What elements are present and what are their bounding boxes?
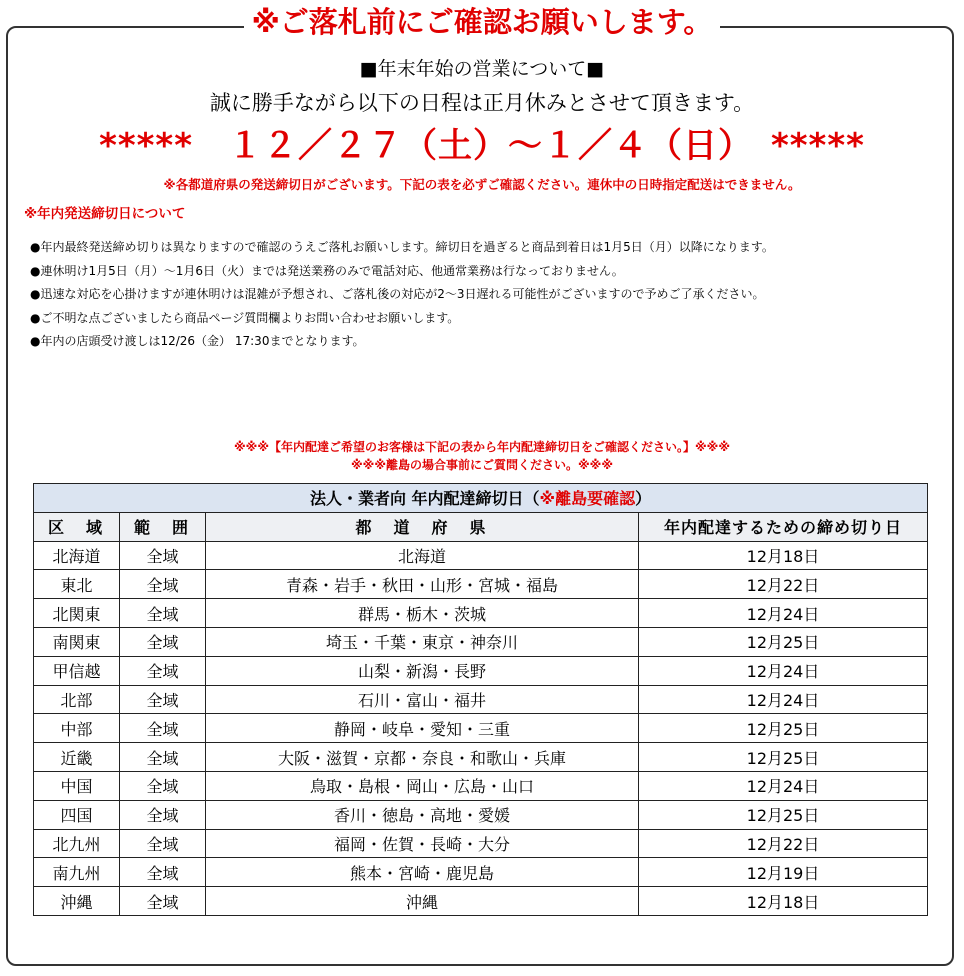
scope-cell: 全域 <box>120 685 206 714</box>
year-end-shipping-subheading: ※年内発送締切日について <box>24 206 186 222</box>
deadline-cell: 12月25日 <box>639 743 928 772</box>
region-cell: 中国 <box>34 771 120 800</box>
prefectures-cell: 群馬・栃木・茨城 <box>206 599 639 628</box>
table-body <box>34 541 928 915</box>
table-title-main: 法人・業者向 年内配達締切日（ <box>309 489 540 509</box>
section-heading: ■年末年始の営業について■ <box>359 58 605 80</box>
column-header-deadline: 年内配達するための締め切り日 <box>639 512 928 541</box>
column-header-prefectures: 都 道 府 県 <box>206 512 639 541</box>
region-cell: 北部 <box>34 685 120 714</box>
page-title-text: ※ご落札前にご確認お願いします。 <box>244 5 721 39</box>
prefectures-cell: 埼玉・千葉・東京・神奈川 <box>206 627 639 656</box>
prefectures-cell: 石川・富山・福井 <box>206 685 639 714</box>
region-cell: 北九州 <box>34 829 120 858</box>
deadline-cell: 12月22日 <box>639 570 928 599</box>
region-cell: 南九州 <box>34 858 120 887</box>
column-header-scope: 範 囲 <box>120 512 206 541</box>
delivery-deadline-table <box>33 483 928 916</box>
table-row <box>34 800 928 829</box>
prefectures-cell: 福岡・佐賀・長崎・大分 <box>206 829 639 858</box>
scope-cell: 全域 <box>120 887 206 916</box>
bullet-item: ●ご不明な点ございましたら商品ページ質問欄よりお問い合わせお願いします。 <box>30 310 460 325</box>
table-row <box>34 685 928 714</box>
table-title <box>34 484 928 513</box>
table-row <box>34 570 928 599</box>
deadline-cell: 12月24日 <box>639 685 928 714</box>
scope-cell: 全域 <box>120 541 206 570</box>
page-title <box>0 2 964 42</box>
table-row <box>34 858 928 887</box>
region-cell: 南関東 <box>34 627 120 656</box>
scope-cell: 全域 <box>120 714 206 743</box>
deadline-cell: 12月22日 <box>639 829 928 858</box>
region-cell: 沖縄 <box>34 887 120 916</box>
scope-cell: 全域 <box>120 599 206 628</box>
deadline-cell: 12月19日 <box>639 858 928 887</box>
deadline-cell: 12月25日 <box>639 800 928 829</box>
table-row <box>34 829 928 858</box>
region-cell: 四国 <box>34 800 120 829</box>
table-title-remote-island: ※離島要確認 <box>539 489 636 509</box>
scope-cell: 全域 <box>120 800 206 829</box>
scope-cell: 全域 <box>120 829 206 858</box>
scope-cell: 全域 <box>120 858 206 887</box>
region-cell: 北関東 <box>34 599 120 628</box>
policy-bullet-list <box>30 236 774 354</box>
prefectures-cell: 鳥取・島根・岡山・広島・山口 <box>206 771 639 800</box>
table-row <box>34 771 928 800</box>
scope-cell: 全域 <box>120 771 206 800</box>
deadline-cell: 12月25日 <box>639 714 928 743</box>
region-cell: 東北 <box>34 570 120 599</box>
deadline-cell: 12月24日 <box>639 771 928 800</box>
table-row <box>34 887 928 916</box>
table-title-close: ） <box>635 489 652 509</box>
table-title-row <box>34 484 928 513</box>
table-row <box>34 714 928 743</box>
region-cell: 北海道 <box>34 541 120 570</box>
scope-cell: 全域 <box>120 656 206 685</box>
table-row <box>34 627 928 656</box>
prefectures-cell: 熊本・宮崎・鹿児島 <box>206 858 639 887</box>
region-cell: 近畿 <box>34 743 120 772</box>
bullet-item: ●年内の店頭受け渡しは12/26（金） 17:30までとなります。 <box>30 334 365 348</box>
deadline-cell: 12月24日 <box>639 656 928 685</box>
deadline-cell: 12月25日 <box>639 627 928 656</box>
prefectures-cell: 青森・岩手・秋田・山形・宮城・福島 <box>206 570 639 599</box>
prefectures-cell: 大阪・滋賀・京都・奈良・和歌山・兵庫 <box>206 743 639 772</box>
deadline-cell: 12月24日 <box>639 599 928 628</box>
bullet-item: ●迅速な対応を心掛けますが連休明けは混雑が予想され、ご落札後の対応が2～3日遅れる可能性がございますので予めご了承ください。 <box>30 287 765 301</box>
bullet-item: ●年内最終発送締め切りは異なりますので確認のうえご落札お願いします。締切日を過ぎると商品到着日は1月5日（月）以降になります。 <box>30 240 774 254</box>
deadline-cell: 12月18日 <box>639 541 928 570</box>
scope-cell: 全域 <box>120 627 206 656</box>
region-cell: 中部 <box>34 714 120 743</box>
deadline-cell: 12月18日 <box>639 887 928 916</box>
delivery-check-notice: ※※※【年内配達ご希望のお客様は下記の表から年内配達締切日をご確認ください。】※※※ <box>234 440 730 454</box>
table-row <box>34 656 928 685</box>
shipping-deadline-note: ※各都道府県の発送締切日がございます。下記の表を必ずご確認ください。連休中の日時指定配送はできません。 <box>163 177 801 192</box>
holiday-date-range: ***** １２／２７（土）～１／４（日） ***** <box>99 126 865 166</box>
prefectures-cell: 沖縄 <box>206 887 639 916</box>
remote-island-notice: ※※※離島の場合事前にご質問ください。※※※ <box>351 458 613 472</box>
prefectures-cell: 静岡・岐阜・愛知・三重 <box>206 714 639 743</box>
table-header-row <box>34 512 928 541</box>
bullet-item: ●連休明け1月5日（月）～1月6日（火）までは発送業務のみで電話対応、他通常業務は行なっておりません。 <box>30 263 624 278</box>
scope-cell: 全域 <box>120 570 206 599</box>
scope-cell: 全域 <box>120 743 206 772</box>
table-row <box>34 743 928 772</box>
holiday-notice: 誠に勝手ながら以下の日程は正月休みとさせて頂きます。 <box>209 91 755 115</box>
prefectures-cell: 山梨・新潟・長野 <box>206 656 639 685</box>
table-row <box>34 599 928 628</box>
prefectures-cell: 北海道 <box>206 541 639 570</box>
column-header-region: 区 域 <box>34 512 120 541</box>
table-row <box>34 541 928 570</box>
region-cell: 甲信越 <box>34 656 120 685</box>
prefectures-cell: 香川・徳島・高地・愛媛 <box>206 800 639 829</box>
